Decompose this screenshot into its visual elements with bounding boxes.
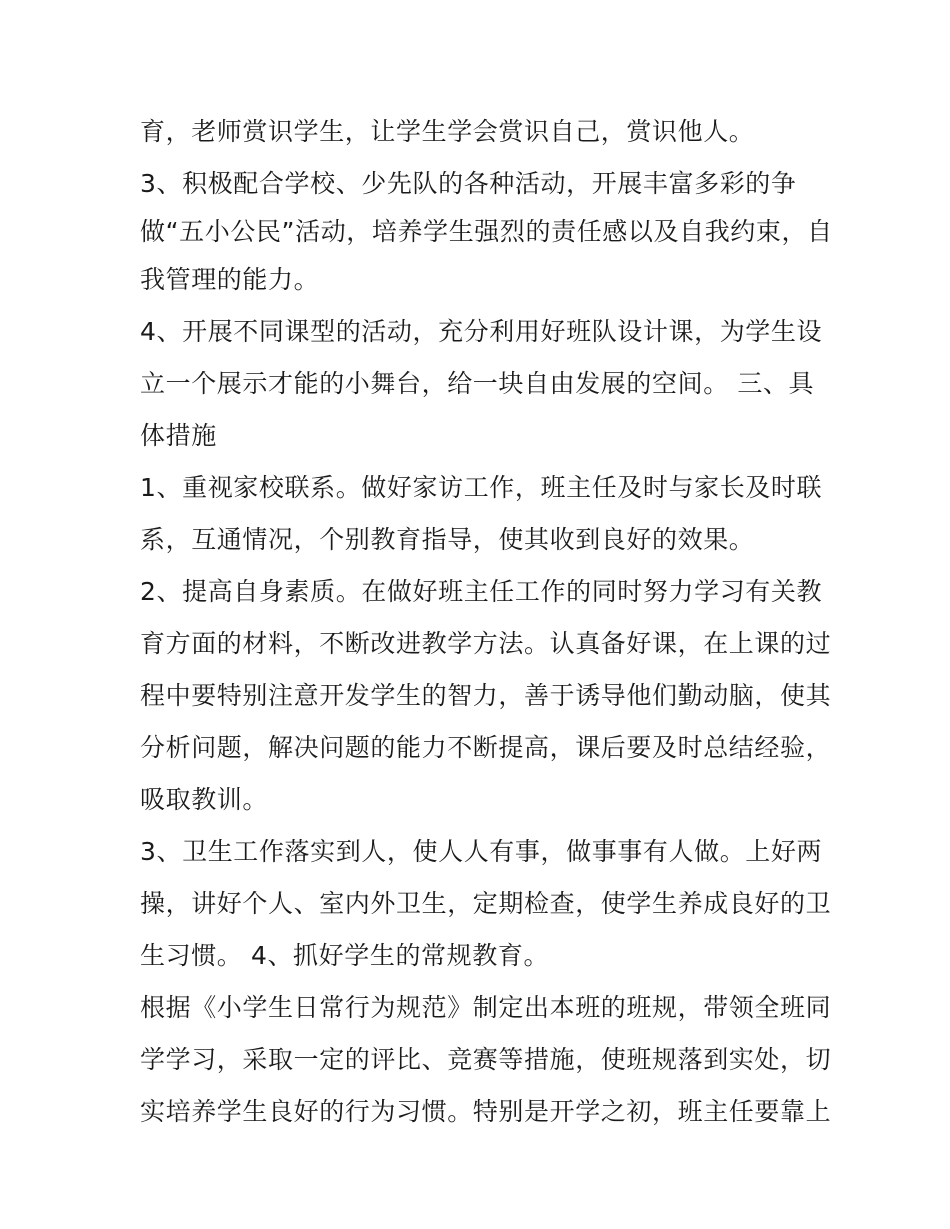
text-line: 学学习，采取一定的评比、竞赛等措施，使班规落到实处，切 [140, 1045, 832, 1074]
text-line: 我管理的能力。 [140, 265, 320, 294]
text-line: 吸取教训。 [140, 785, 269, 814]
text-line: 根据《小学生日常行为规范》制定出本班的班规，带领全班同 [140, 993, 832, 1022]
text-line: 操，讲好个人、室内外卫生，定期检查，使学生养成良好的卫 [140, 889, 832, 918]
text-line: 育方面的材料，不断改进教学方法。认真备好课，在上课的过 [140, 629, 832, 658]
text-line: 做“五小公民”活动，培养学生强烈的责任感以及自我约束，自 [140, 217, 833, 246]
text-line: 立一个展示才能的小舞台，给一块自由发展的空间。 三、具 [140, 369, 815, 398]
text-line: 育，老师赏识学生，让学生学会赏识自己，赏识他人。 [140, 117, 755, 146]
text-line: 程中要特别注意开发学生的智力，善于诱导他们勤动脑，使其 [140, 681, 832, 710]
text-line: 系，互通情况，个别教育指导，使其收到良好的效果。 [140, 525, 755, 554]
text-line: 体措施 [140, 421, 217, 450]
text-line: 3、积极配合学校、少先队的各种活动，开展丰富多彩的争 [140, 169, 797, 198]
text-line: 2、提高自身素质。在做好班主任工作的同时努力学习有关教 [140, 577, 823, 606]
text-line: 实培养学生良好的行为习惯。特别是开学之初，班主任要靠上 [140, 1097, 832, 1126]
text-line: 分析问题，解决问题的能力不断提高，课后要及时总结经验， [140, 733, 832, 762]
text-line: 3、卫生工作落实到人，使人人有事，做事事有人做。上好两 [140, 837, 823, 866]
text-line: 4、开展不同课型的活动，充分利用好班队设计课，为学生设 [140, 317, 823, 346]
text-line: 1、重视家校联系。做好家访工作，班主任及时与家长及时联 [140, 473, 823, 502]
document-body [140, 106, 833, 1138]
text-line: 生习惯。 4、抓好学生的常规教育。 [140, 941, 550, 970]
